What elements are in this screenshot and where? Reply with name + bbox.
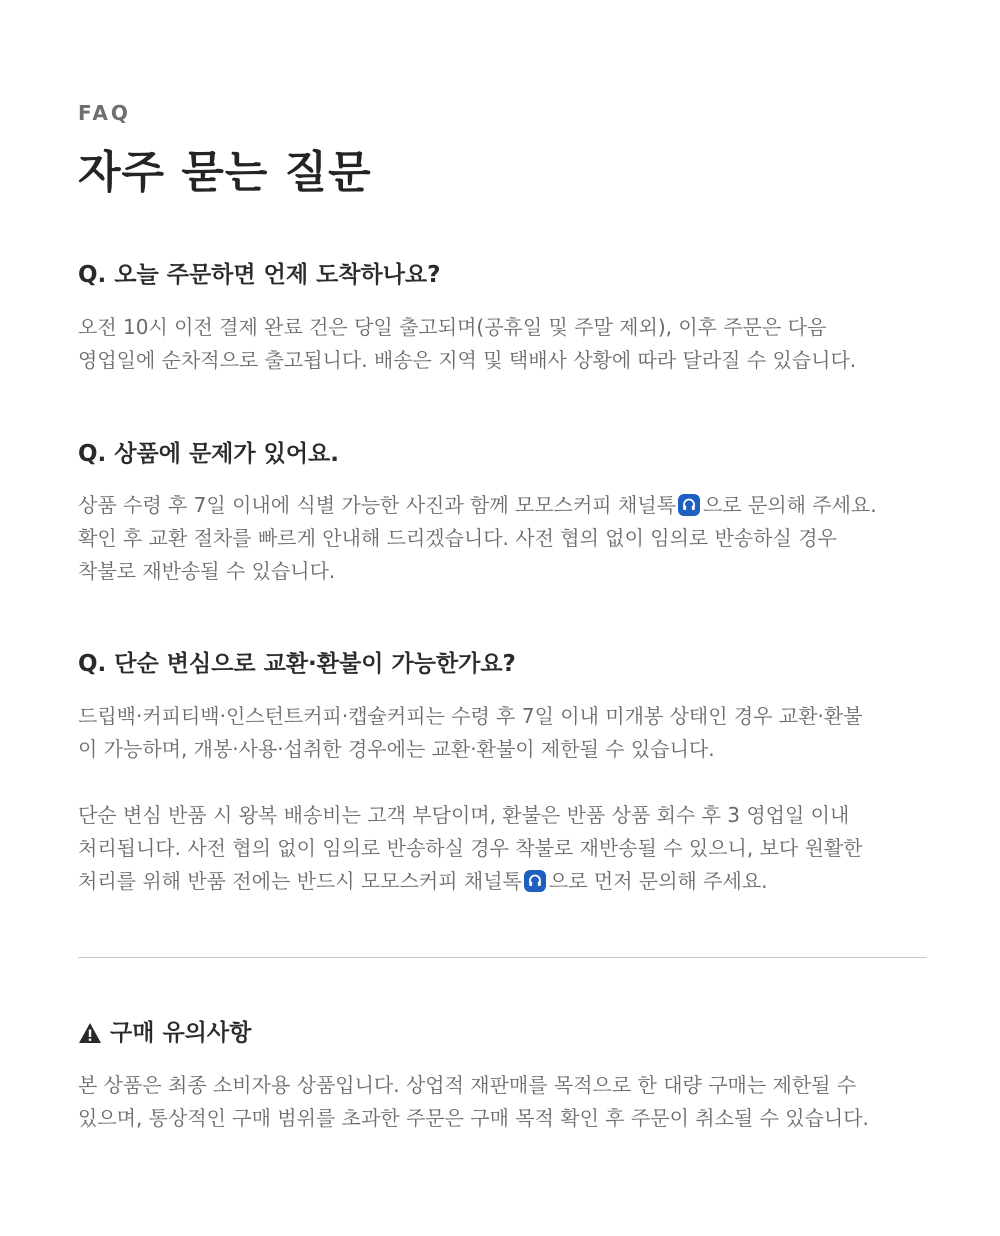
notice-heading	[78, 1015, 251, 1051]
section-eyebrow: FAQ	[78, 101, 131, 125]
answer-line: 영업일에 순차적으로 출고됩니다. 배송은 지역 및 택배사 상황에 따라 달라질 수 있습니다.	[78, 348, 857, 372]
answer-line: 이 가능하며, 개봉·사용·섭취한 경우에는 교환·환불이 제한될 수 있습니다.	[78, 737, 715, 761]
page-title: 자주 묻는 질문	[78, 147, 372, 198]
answer-line	[78, 865, 938, 898]
answer-text: 으로 먼저 문의해 주세요.	[548, 869, 768, 893]
answer-text: 상품 수령 후 7일 이내에 식별 가능한 사진과 함께 모모스커피 채널톡	[78, 493, 676, 517]
answer-line: 처리됩니다. 사전 협의 없이 임의로 반송하실 경우 착불로 재반송될 수 있으니, 보다 원활한	[78, 836, 863, 860]
notice-line: 있으며, 통상적인 구매 범위를 초과한 주문은 구매 목적 확인 후 주문이 취소될 수 있습니다.	[78, 1106, 869, 1130]
answer-line	[78, 489, 938, 522]
notice-line: 본 상품은 최종 소비자용 상품입니다. 상업적 재판매를 목적으로 한 대량 구매는 제한될 수	[78, 1073, 857, 1097]
faq-answer-defect	[78, 489, 938, 588]
channel-talk-icon[interactable]	[678, 494, 700, 516]
notice-body	[78, 1069, 938, 1135]
answer-line: 확인 후 교환 절차를 빠르게 안내해 드리겠습니다. 사전 협의 없이 임의로 반송하실 경우	[78, 526, 837, 550]
faq-question-defect: Q. 상품에 문제가 있어요.	[78, 441, 340, 467]
faq-answer-refund-detail	[78, 799, 938, 898]
faq-answer-delivery	[78, 311, 938, 377]
notice-title: 구매 유의사항	[110, 1020, 252, 1046]
channel-talk-icon[interactable]	[524, 870, 546, 892]
answer-line: 단순 변심 반품 시 왕복 배송비는 고객 부담이며, 환불은 반품 상품 회수 후 3 영업일 이내	[78, 803, 850, 827]
answer-text: 으로 문의해 주세요.	[702, 493, 877, 517]
section-divider	[78, 957, 927, 958]
faq-question-refund: Q. 단순 변심으로 교환·환불이 가능한가요?	[78, 651, 516, 677]
answer-line: 드립백·커피티백·인스턴트커피·캡슐커피는 수령 후 7일 이내 미개봉 상태인 경우 교환·환불	[78, 704, 863, 728]
answer-text: 처리를 위해 반품 전에는 반드시 모모스커피 채널톡	[78, 869, 522, 893]
answer-line: 오전 10시 이전 결제 완료 건은 당일 출고되며(공휴일 및 주말 제외), 이후 주문은 다음	[78, 315, 827, 339]
answer-line: 착불로 재반송될 수 있습니다.	[78, 559, 336, 583]
faq-answer-refund	[78, 700, 938, 766]
faq-question-delivery: Q. 오늘 주문하면 언제 도착하나요?	[78, 262, 441, 288]
warning-icon	[78, 1022, 102, 1044]
